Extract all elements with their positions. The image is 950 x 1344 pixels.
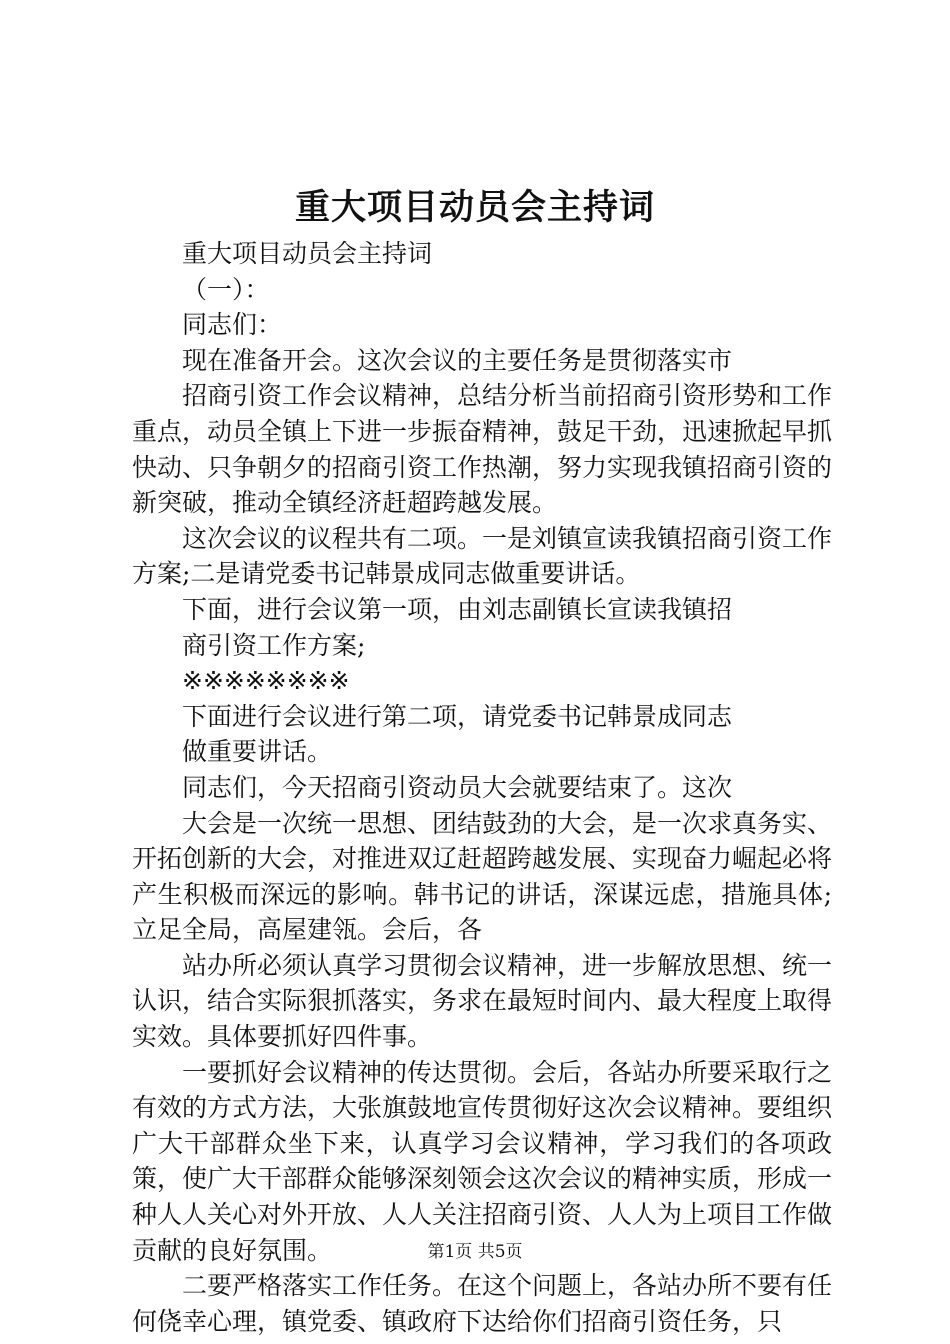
paragraph-salutation: 同志们： <box>182 310 283 340</box>
paragraph: 二要严格落实工作任务。在这个问题上，各站办所不要有任何侥幸心理，镇党委、镇政府下达给你们招商引资任务，只 <box>132 1271 833 1336</box>
paragraph: 现在准备开会。这次会议的主要任务是贯彻落实市 <box>182 345 733 375</box>
paragraph: 同志们，今天招商引资动员大会就要结束了。这次 <box>182 772 733 802</box>
paragraph: 下面，进行会议第一项，由刘志副镇长宣读我镇招 <box>182 594 733 624</box>
page-footer: 第1页 共5页 <box>427 1242 523 1262</box>
document-title: 重大项目动员会主持词 <box>294 187 655 228</box>
paragraph: 商引资工作方案; <box>182 630 366 660</box>
paragraph: 招商引资工作会议精神，总结分析当前招商引资形势和工作重点，动员全镇上下进一步振奋精神，鼓足干劲，迅速掀起早抓快动、只争朝夕的招商引资工作热潮，努力实现我镇招商引资的新突破，推动全镇经济赶超跨越发展。 <box>132 381 833 518</box>
paragraph: 站办所必须认真学习贯彻会议精神，进一步解放思想、统一认识，结合实际狠抓落实，务求在最短时间内、最大程度上取得实效。具体要抓好四件事。 <box>132 950 833 1052</box>
document-body <box>132 236 832 1339</box>
paragraph-section-marker: （一）： <box>182 274 270 304</box>
paragraph: 下面进行会议进行第二项，请党委书记韩景成同志 <box>182 701 733 731</box>
paragraph: 大会是一次统一思想、团结鼓劲的大会，是一次求真务实、开拓创新的大会，对推进双辽赶超跨越发展、实现奋力崛起必将产生积极而深远的影响。韩书记的讲话，深谋远虑，措施具体;立足全局，高屋建瓴。会后，各 <box>132 808 833 945</box>
paragraph-subtitle: 重大项目动员会主持词 <box>182 239 433 268</box>
paragraph: 一要抓好会议精神的传达贯彻。会后，各站办所要采取行之有效的方式方法，大张旗鼓地宣传贯彻好这次会议精神。要组织广大干部群众坐下来，认真学习会议精神，学习我们的各项政策，使广大干部群众能够深刻领会这次会议的精神实质，形成一种人人关心对外开放、人人关注招商引资、人人为上项目工作做贡献的良好氛围。 <box>132 1057 833 1265</box>
paragraph: 做重要讲话。 <box>182 737 333 767</box>
paragraph: 这次会议的议程共有二项。一是刘镇宣读我镇招商引资工作方案;二是请党委书记韩景成同志做重要讲话。 <box>132 523 833 589</box>
paragraph-separator: ※※※※※※※※ <box>182 666 350 696</box>
